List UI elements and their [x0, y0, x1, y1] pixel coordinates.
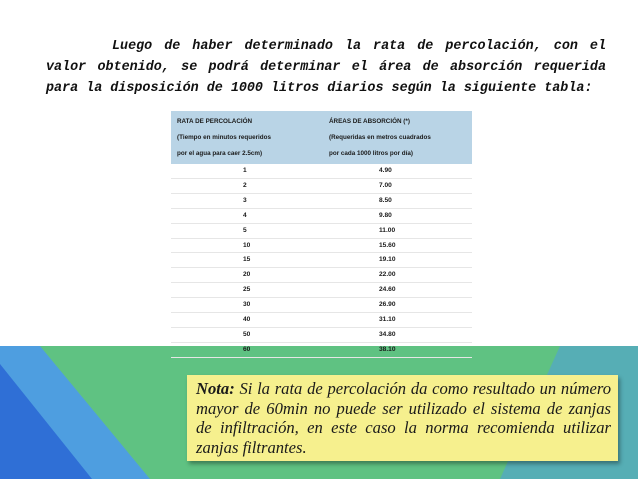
rate-cell: 1 — [171, 164, 303, 178]
note-body: Si la rata de percolación da como resultado un número mayor de 60min no puede ser utilizado el sistema de zanjas de infiltración, en este caso la norma recomienda utilizar zanjas filtrantes. — [196, 379, 611, 457]
table-row — [171, 313, 472, 328]
table-row — [171, 193, 472, 208]
rate-cell: 3 — [171, 193, 303, 208]
table-row — [171, 238, 472, 253]
table-row — [171, 283, 472, 298]
area-cell: 9.80 — [303, 208, 472, 223]
table-row — [171, 268, 472, 283]
table-row — [171, 208, 472, 223]
table-row — [171, 223, 472, 238]
header-col1-line2: (Tiempo en minutos requeridos — [177, 134, 271, 141]
rate-cell: 60 — [171, 342, 303, 357]
table-row — [171, 342, 472, 357]
header-percolation-rate — [171, 111, 303, 164]
note-label: Nota: — [196, 379, 235, 398]
header-col2-line3: por cada 1000 litros por día) — [329, 150, 413, 157]
table-header-row — [171, 111, 472, 164]
area-cell: 31.10 — [303, 313, 472, 328]
table-row — [171, 298, 472, 313]
rate-cell: 50 — [171, 327, 303, 342]
area-cell: 8.50 — [303, 193, 472, 208]
header-absorption-area — [303, 111, 472, 164]
area-cell: 38.10 — [303, 342, 472, 357]
rate-cell: 20 — [171, 268, 303, 283]
header-col2-line1: ÁREAS DE ABSORCIÓN (*) — [329, 118, 410, 125]
note-box — [187, 375, 618, 461]
area-cell: 15.60 — [303, 238, 472, 253]
intro-paragraph: Luego de haber determinado la rata de percolación, con el valor obtenido, se podrá determinar el área de absorción requerida para la disposición de 1000 litros diarios según la siguiente tabla: — [46, 39, 606, 96]
rate-cell: 5 — [171, 223, 303, 238]
area-cell: 22.00 — [303, 268, 472, 283]
note-paragraph — [196, 379, 611, 457]
table-row — [171, 327, 472, 342]
header-col2-line2: (Requeridas en metros cuadrados — [329, 134, 431, 141]
rate-cell: 25 — [171, 283, 303, 298]
area-cell: 24.60 — [303, 283, 472, 298]
rate-cell: 30 — [171, 298, 303, 313]
rate-cell: 40 — [171, 313, 303, 328]
absorption-table — [171, 111, 472, 358]
table-row — [171, 253, 472, 268]
area-cell: 19.10 — [303, 253, 472, 268]
area-cell: 26.90 — [303, 298, 472, 313]
rate-cell: 4 — [171, 208, 303, 223]
area-cell: 11.00 — [303, 223, 472, 238]
table-row — [171, 178, 472, 193]
table-row — [171, 164, 472, 178]
header-col1-line1: RATA DE PERCOLACIÓN — [177, 118, 253, 125]
rate-cell: 15 — [171, 253, 303, 268]
rate-cell: 2 — [171, 178, 303, 193]
area-cell: 7.00 — [303, 178, 472, 193]
area-cell: 4.90 — [303, 164, 472, 178]
rate-cell: 10 — [171, 238, 303, 253]
area-cell: 34.80 — [303, 327, 472, 342]
header-col1-line3: por el agua para caer 2.5cm) — [177, 150, 263, 157]
